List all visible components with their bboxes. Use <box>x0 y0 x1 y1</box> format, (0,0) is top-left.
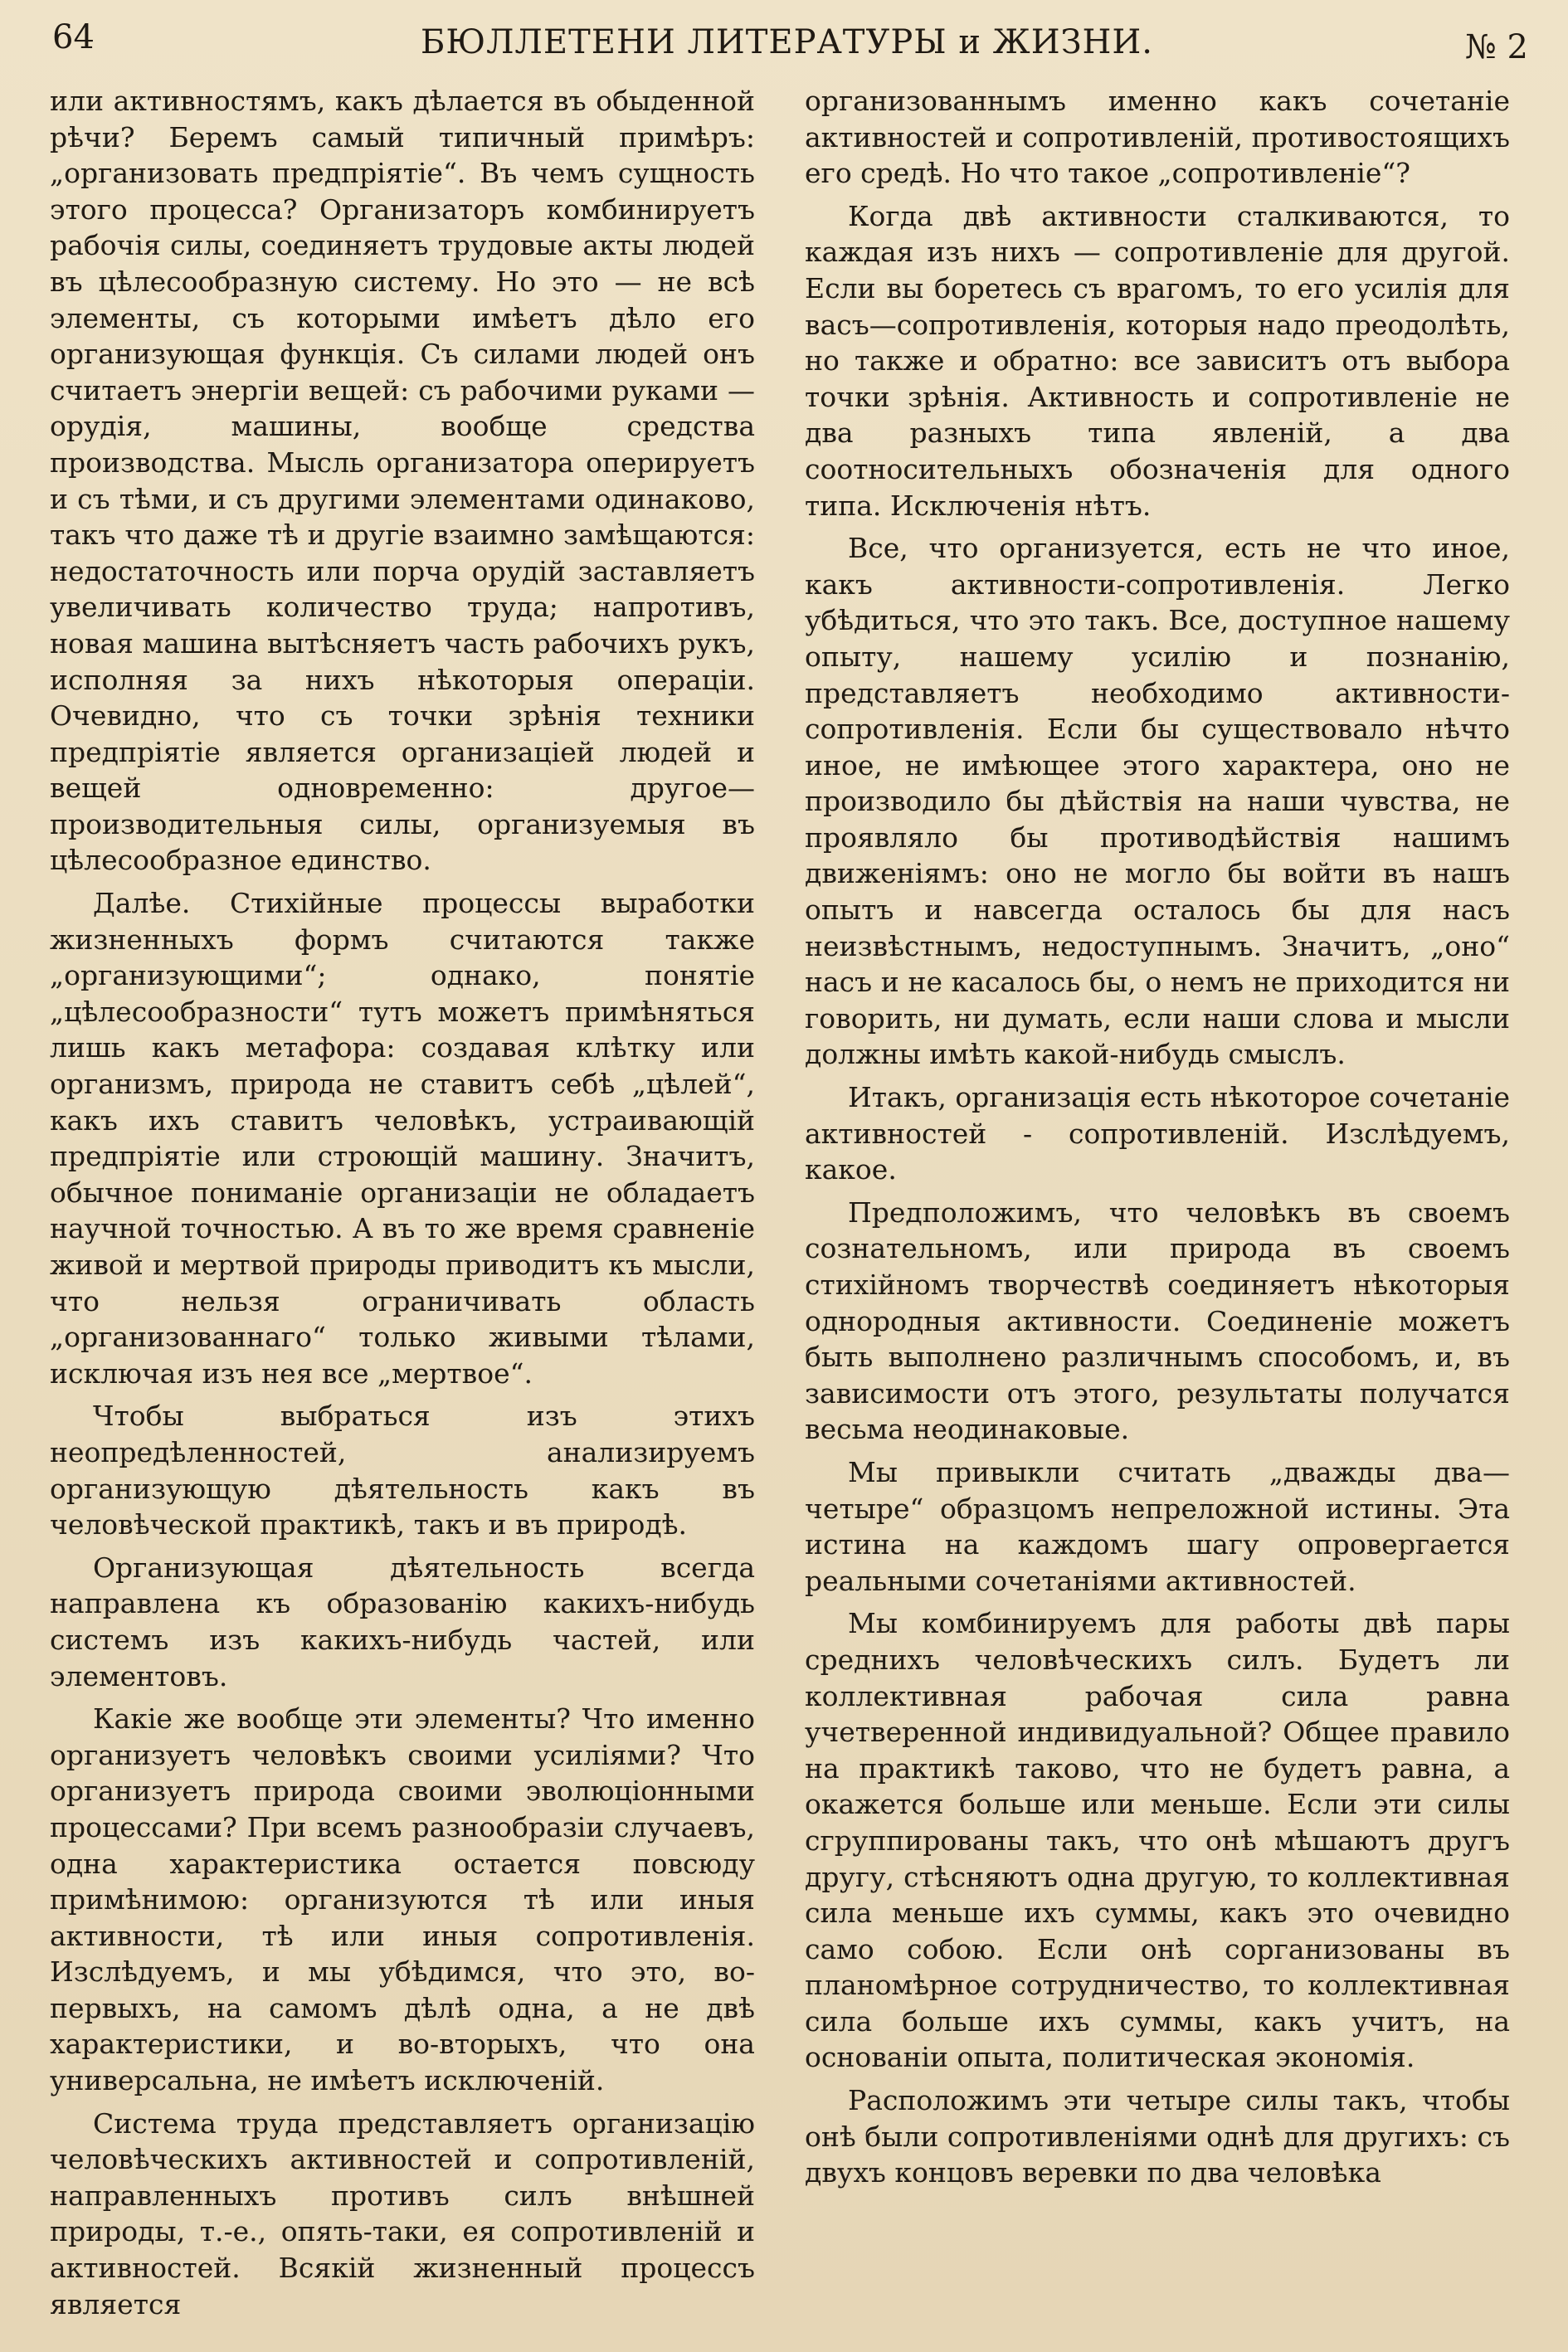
paragraph: или активностямъ, какъ дѣлается въ обыденной рѣчи? Беремъ самый типичный примѣръ: „организовать предпріятіе“. Въ чемъ сущность этого процесса? Организаторъ комбинируетъ рабочія силы, соединяетъ трудовые акты людей въ цѣлесообразную систему. Но это — не всѣ элементы, съ которыми имѣетъ дѣло его организующая функція. Съ силами людей онъ считаетъ энергіи вещей: съ рабочими руками — орудія, машины, вообще средства производства. Мысль организатора оперируетъ и съ тѣми, и съ другими элементами одинаково, такъ что даже тѣ и другіе взаимно замѣщаются: недостаточность или порча орудій заставляетъ увеличивать количество труда; напротивъ, новая машина вытѣсняетъ часть рабочихъ рукъ, исполняя за нихъ нѣкоторыя операціи. Очевидно, что съ точки зрѣнія техники предпріятіе является организаціей людей и вещей одновременно: другое—производительныя силы, организуемыя въ цѣлесообразное единство. <box>50 85 755 877</box>
paragraph: Расположимъ эти четыре силы такъ, чтобы онѣ были сопротивленіями однѣ для другихъ: съ двухъ концовъ веревки по два человѣка <box>805 2084 1511 2189</box>
running-header <box>46 18 1528 68</box>
paragraph: Какіе же вообще эти элементы? Что именно организуетъ человѣкъ своими усиліями? Что организуетъ природа своими эволюціонными процессами? При всемъ разнообразіи случаевъ, одна характеристика остается повсюду примѣнимою: организуются тѣ или иныя активности, тѣ или иныя сопротивленія. Изслѣдуемъ, и мы убѣдимся, что это, во-первыхъ, на самомъ дѣлѣ одна, а не двѣ характеристики, и во-вторыхъ, что она универсальна, не имѣетъ исключеній. <box>50 1702 755 2097</box>
right-column <box>805 83 1510 2198</box>
paragraph: Система труда представляетъ организацію человѣческихъ активностей и сопротивленій, направленныхъ противъ силъ внѣшней природы, т.-е., опять-таки, ея сопротивленій и активностей. Всякій жизненный процессъ является <box>50 2106 755 2320</box>
paragraph: Все, что организуется, есть не что иное, какъ активности-сопротивленія. Легко убѣдиться, что это такъ. Все, доступное нашему опыту, нашему усилію и познанію, представляетъ необходимо активности-сопротивленія. Если бы существовало нѣчто иное, не имѣющее этого характера, оно не производило бы дѣйствія на наши чувства, не проявляло бы противодѣйствія нашимъ движеніямъ: оно не могло бы войти въ нашъ опытъ и навсегда осталось бы для насъ неизвѣстнымъ, недоступнымъ. Значитъ, „оно“ насъ и не касалось бы, о немъ не приходится ни говорить, ни думать, если наши слова и мысли должны имѣть какой-нибудь смыслъ. <box>805 532 1510 1071</box>
issue-number: № 2 <box>1464 28 1528 66</box>
paragraph: Чтобы выбраться изъ этихъ неопредѣленностей, анализируемъ организующую дѣятельность какъ въ человѣческой практикѣ, такъ и въ природѣ. <box>50 1400 755 1541</box>
left-column <box>50 83 755 2329</box>
paragraph: Предположимъ, что человѣкъ въ своемъ сознательномъ, или природа въ своемъ стихійномъ творчествѣ соединяетъ нѣкоторыя однородныя активности. Соединеніе можетъ быть выполнено различнымъ способомъ, и, въ зависимости отъ этого, результаты получатся весьма неодинаковые. <box>805 1195 1510 1446</box>
page-number: 64 <box>52 18 95 56</box>
paragraph: Итакъ, организація есть нѣкоторое сочетаніе активностей - сопротивленій. Изслѣдуемъ, какое. <box>805 1081 1510 1186</box>
paragraph: Мы комбинируемъ для работы двѣ пары среднихъ человѣческихъ силъ. Будетъ ли коллективная рабочая сила равна учетверенной индивидуальной? Общее правило на практикѣ таково, что не будетъ равна, а окажется больше или меньше. Если эти силы сгруппированы такъ, что онѣ мѣшаютъ другъ другу, стѣсняютъ одна другую, то коллективная сила меньше ихъ суммы, какъ это очевидно само собою. Если онѣ сорганизованы въ планомѣрное сотрудничество, то коллективная сила больше ихъ суммы, какъ учитъ, на основаніи опыта, политическая экономія. <box>805 1607 1510 2074</box>
paragraph: организованнымъ именно какъ сочетаніе активностей и сопротивленій, противостоящихъ его средѣ. Но что такое „сопротивленіе“? <box>805 85 1510 190</box>
journal-title: БЮЛЛЕТЕНИ ЛИТЕРАТУРЫ и ЖИЗНИ. <box>421 23 1153 61</box>
paragraph: Организующая дѣятельность всегда направлена къ образованію какихъ-нибудь системъ изъ какихъ-нибудь частей, или элементовъ. <box>50 1551 755 1692</box>
paragraph: Когда двѣ активности сталкиваются, то каждая изъ нихъ — сопротивленіе для другой. Если вы боретесь съ врагомъ, то его усилія для васъ—сопротивленія, которыя надо преодолѣть, но также и обратно: все зависитъ отъ выбора точки зрѣнія. Активность и сопротивленіе не два разныхъ типа явленій, а два соотносительныхъ обозначенія для одного типа. Исключенія нѣтъ. <box>805 199 1510 522</box>
paragraph: Мы привыкли считать „дважды два—четыре“ образцомъ непреложной истины. Эта истина на каждомъ шагу опровергается реальными сочетаніями активностей. <box>805 1455 1510 1597</box>
paragraph: Далѣе. Стихійные процессы выработки жизненныхъ формъ считаются также „организующими“; однако, понятіе „цѣлесообразности“ тутъ можетъ примѣняться лишь какъ метафора: создавая клѣтку или организмъ, природа не ставитъ себѣ „цѣлей“, какъ ихъ ставитъ человѣкъ, устраивающій предпріятіе или строющій машину. Значитъ, обычное пониманіе организаціи не обладаетъ научной точностью. А въ то же время сравненіе живой и мертвой природы приводитъ къ мысли, что нельзя ограничивать область „организованнаго“ только живыми тѣлами, исключая изъ нея все „мертвое“. <box>50 887 755 1390</box>
